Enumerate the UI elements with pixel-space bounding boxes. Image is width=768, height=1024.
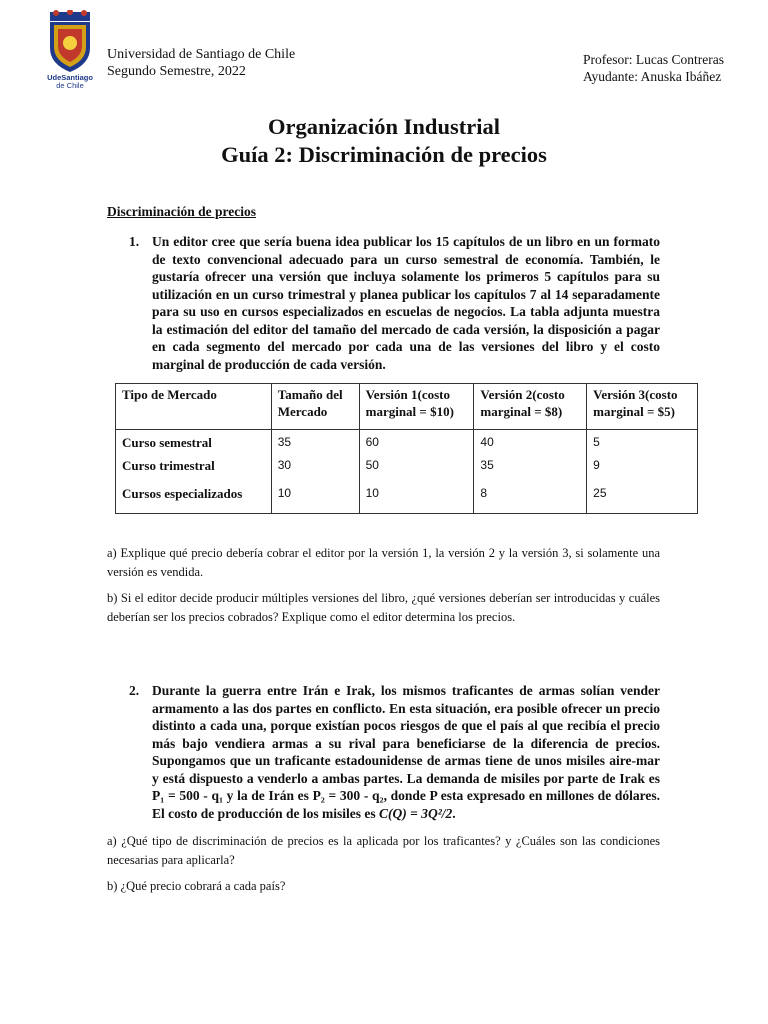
table-cell: 35 (271, 430, 359, 458)
table-cell: 9 (587, 458, 698, 486)
table-cell: 60 (359, 430, 474, 458)
table-row (116, 486, 698, 514)
cost-function: C(Q) = 3Q²/2 (379, 805, 453, 821)
table-cell: 50 (359, 458, 474, 486)
problem-2-mid: y la de Irán es (223, 788, 313, 803)
table-cell: Curso semestral (116, 430, 272, 458)
problem-2-number: 2. (129, 683, 140, 698)
table-cell: 5 (587, 430, 698, 458)
problem-2-intro: Durante la guerra entre Irán e Irak, los mismos traficantes de armas solían vender armamento a las dos partes en conflicto. En esta situación, era posible ofrecer un precio distinto a cada una, porque existían pocos riesgos de que el país al que recibía el precio más bajo vendiera armas a su rival para beneficiarse de la diferencia de precios. Supongamos que un traficante estadounidense de armas tiene de unos misiles aire-mar y está dispuesto a venderlo a ambas partes. La demanda de misiles por parte de Irak es (152, 683, 660, 786)
table-cell: Cursos especializados (116, 486, 272, 514)
table-header: Versión 3(costo marginal = $5) (587, 384, 698, 430)
table-cell: Curso trimestral (116, 458, 272, 486)
table-header: Tipo de Mercado (116, 384, 272, 430)
university-logo (44, 10, 96, 92)
professor: Profesor: Lucas Contreras (583, 52, 724, 67)
table-cell: 40 (474, 430, 587, 458)
document-subtitle: Guía 2: Discriminación de precios (221, 142, 547, 167)
table-cell: 10 (271, 486, 359, 514)
problem-1-text: Un editor cree que sería buena idea publicar los 15 capítulos de un libro en un formato de texto convencional adecuado para un curso semestral de economía. También, le gustaría ofrecer una versión que incluya solamente los primeros 5 capítulos para su utilización en un curso trimestral y planea publicar los capítulos 7 al 14 separadamente para su uso en cursos especializados en escuelas de negocios. La tabla adjunta muestra la estimación del editor del tamaño del mercado de cada versión, la disposición a pagar en cada segmento del mercado por cada una de las versiones del libro y el costo marginal de producción de cada versión. (152, 234, 660, 372)
problem-1-question-b: b) Si el editor decide producir múltiples versiones del libro, ¿qué versiones deberían ser introducidas y cuáles deberían ser los precios cobrados? Explique como el editor determina los precios. (107, 591, 660, 624)
problem-2-question-b: b) ¿Qué precio cobrará a cada país? (107, 879, 286, 893)
problem-1-question-a: a) Explique qué precio debería cobrar el editor por la versión 1, la versión 2 y la versión 3, si solamente una versión es vendida. (107, 546, 660, 579)
section-heading: Discriminación de precios (107, 204, 256, 219)
problem-2-mid2: , donde P esta expresado en millones de dólares. El costo de producción de los misiles es (152, 788, 660, 821)
table-cell: 8 (474, 486, 587, 514)
demand-iraq: P₁ = 500 - q₁ (152, 788, 223, 803)
header-left (107, 46, 295, 80)
table-cell: 30 (271, 458, 359, 486)
problem-1-number: 1. (129, 234, 140, 249)
table-header: Versión 2(costo marginal = $8) (474, 384, 587, 430)
table-cell: 35 (474, 458, 587, 486)
semester: Segundo Semestre, 2022 (107, 64, 246, 79)
problem-2-end: . (452, 805, 456, 821)
table-header: Tamaño del Mercado (271, 384, 359, 430)
problem-2-text (152, 682, 660, 822)
table-header-row (116, 384, 698, 430)
problem-2-question-a: a) ¿Qué tipo de discriminación de precios es la aplicada por los traficantes? y ¿Cuáles son las condiciones necesarias para aplicarla? (107, 834, 660, 867)
university-name: Universidad de Santiago de Chile (107, 47, 296, 62)
table-header: Versión 1(costo marginal = $10) (359, 384, 474, 430)
table-row (116, 430, 698, 458)
table-cell: 25 (587, 486, 698, 514)
assistant: Ayudante: Anuska Ibáñez (583, 69, 722, 84)
table-row (116, 458, 698, 486)
demand-iran: P₂ = 300 - q₂ (312, 788, 384, 803)
table-cell: 10 (359, 486, 474, 514)
logo-text: UdeSantiago de Chile (47, 73, 93, 90)
header-right (583, 51, 724, 85)
market-table (115, 383, 698, 514)
document-title: Organización Industrial (268, 114, 500, 139)
